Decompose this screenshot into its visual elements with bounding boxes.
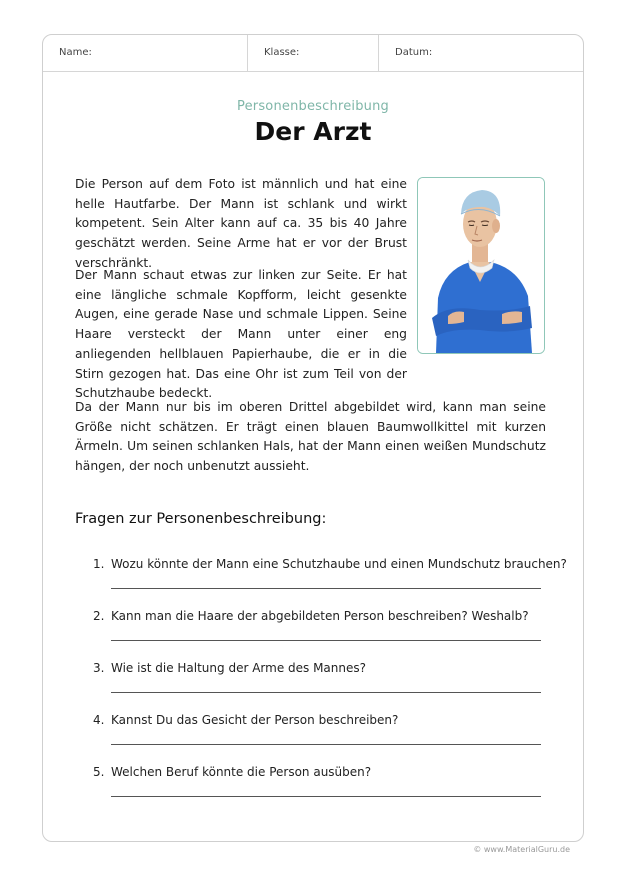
- answer-line[interactable]: [111, 588, 541, 589]
- question-number: 2.: [93, 609, 105, 623]
- paragraph-1: Die Person auf dem Foto ist männlich und hat eine helle Hautfarbe. Der Mann ist schlank und wirkt kompetent. Sein Alter kann auf ca. 35 bis 40 Jahre geschätzt werden. Seine Arme hat er vor der Brust verschränkt.: [75, 177, 407, 270]
- question-item: [93, 557, 567, 609]
- doctor-photo: [417, 177, 545, 354]
- page-title: Der Arzt: [254, 117, 372, 146]
- doctor-illustration: [418, 178, 544, 353]
- question-number: 3.: [93, 661, 105, 675]
- date-field[interactable]: [379, 35, 583, 71]
- header-row: [43, 35, 583, 72]
- class-label: Klasse:: [264, 47, 300, 58]
- paragraph-2: Der Mann schaut etwas zur linken zur Seite. Er hat eine längliche schmale Kopfform, leicht gesenkte Augen, eine gerade Nase und schmale Lippen. Seine Haare versteckt der Mann unter einer eng anliegenden hellblauen Papierhaube, die er in die Stirn gezogen hat. Das eine Ohr ist zum Teil von der Schutzhaube bedeckt.: [75, 268, 407, 401]
- question-text: Welchen Beruf könnte die Person ausüben?: [111, 765, 372, 779]
- paragraph-3: Da der Mann nur bis im oberen Drittel abgebildet wird, kann man seine Größe nicht schätzen. Er trägt einen blauen Baumwollkittel mit kurzen Ärmeln. Um seinen schlanken Hals, hat der Mann einen weißen Mundschutz hängen, der noch unbenutzt aussieht.: [75, 400, 546, 474]
- name-label: Name:: [59, 47, 92, 58]
- name-field[interactable]: [43, 35, 248, 71]
- class-field[interactable]: [248, 35, 379, 71]
- questions-heading: Fragen zur Personenbeschreibung:: [75, 511, 327, 527]
- answer-line[interactable]: [111, 640, 541, 641]
- subtitle: Personenbeschreibung: [237, 99, 389, 114]
- answer-line[interactable]: [111, 692, 541, 693]
- question-text: Kann man die Haare der abgebildeten Person beschreiben? Weshalb?: [111, 609, 529, 623]
- date-label: Datum:: [395, 47, 433, 58]
- question-text: Kannst Du das Gesicht der Person beschreiben?: [111, 713, 399, 727]
- question-number: 4.: [93, 713, 105, 727]
- footer-copyright: © www.MaterialGuru.de: [473, 845, 570, 854]
- question-number: 1.: [93, 557, 105, 571]
- question-item: [93, 609, 549, 661]
- worksheet: [42, 34, 584, 842]
- question-text: Wozu könnte der Mann eine Schutzhaube und einen Mundschutz brauchen?: [111, 557, 567, 571]
- question-item: [93, 713, 549, 765]
- question-number: 5.: [93, 765, 105, 779]
- question-text: Wie ist die Haltung der Arme des Mannes?: [111, 661, 366, 675]
- answer-line[interactable]: [111, 796, 541, 797]
- question-item: [93, 661, 549, 713]
- question-item: [93, 765, 549, 817]
- answer-line[interactable]: [111, 744, 541, 745]
- questions-list: [93, 557, 567, 817]
